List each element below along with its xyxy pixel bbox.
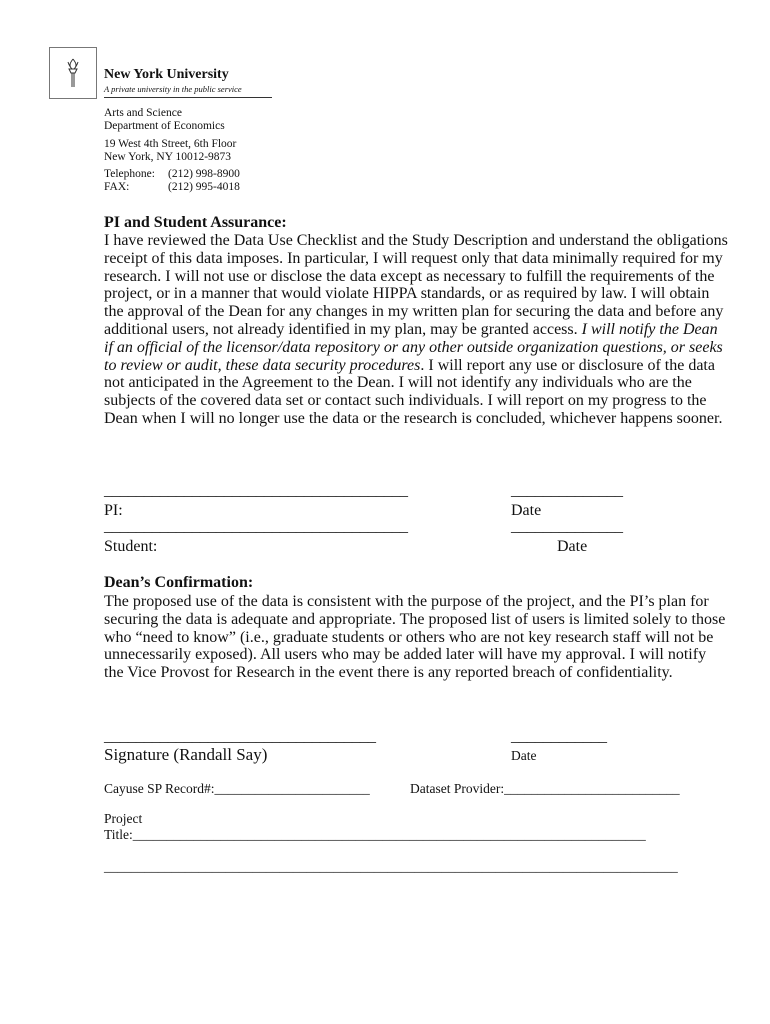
cayuse-record-line[interactable]: _______________________ bbox=[214, 781, 370, 796]
student-label: Student: bbox=[104, 538, 158, 555]
pi-label: PI: bbox=[104, 502, 123, 519]
telephone-number: (212) 998-8900 bbox=[168, 168, 240, 180]
pi-date-line[interactable]: ______________ bbox=[511, 482, 623, 499]
project-title-field[interactable] bbox=[104, 827, 646, 843]
dean-signature-line[interactable]: __________________________________ bbox=[104, 728, 376, 745]
telephone-label: Telephone: bbox=[104, 168, 155, 180]
dataset-provider-field[interactable] bbox=[410, 781, 680, 797]
assurance-text-italic: I will notify the Dean if an official of the licensor/data repository or any other outside organization questions, or seeks to review or audit, these data security procedures bbox=[104, 320, 723, 374]
pi-date-label: Date bbox=[511, 502, 542, 519]
fax-label: FAX: bbox=[104, 181, 130, 193]
pi-signature-line[interactable]: ______________________________________ bbox=[104, 482, 408, 499]
assurance-text-part2: . I will report any use or disclosure of the data not anticipated in the Agreement to the Dean. I will not identify any individuals who are the subjects of the covered data set or contact such individuals. I will report on my progress to the Dean when I will no longer use the data or the research is concluded, whichever happens sooner. bbox=[104, 356, 723, 427]
assurance-text-part1: I have reviewed the Data Use Checklist and the Study Description and understand the obligations receipt of this data imposes. In particular, I will request only that data minimally required for my research. I will not use or disclose the data except as necessary to fulfill the requirements of the project, or in a manner that would violate HIPPA standards, or as required by law. I will obtain the approval of the Dean for any changes in my written plan for securing the data and before any additional users, not already identified in my plan, may be granted access. bbox=[104, 232, 728, 338]
fax-number: (212) 995-4018 bbox=[168, 181, 240, 193]
contact-block bbox=[104, 168, 240, 194]
assurance-text bbox=[104, 232, 729, 428]
project-title-extra-line[interactable]: _____________________________________________________________________________________ bbox=[104, 859, 678, 874]
student-date-label: Date bbox=[557, 538, 588, 555]
city-address: New York, NY 10012-9873 bbox=[104, 151, 232, 163]
project-label: Project bbox=[104, 811, 143, 826]
dean-text: The proposed use of the data is consistent with the purpose of the project, and the PI’s plan for securing the data is adequate and appropriate. The proposed list of users is limited solely to those who “need to know” (i.e., graduate students or others who are not key research staff will not be unnecessarily exposed). All users who may be added later will have my approval. I will notify the Vice Provost for Research in the event there is any reported breach of confidentiality. bbox=[104, 593, 726, 682]
dataset-provider-line[interactable]: __________________________ bbox=[504, 781, 680, 796]
dean-date-line[interactable]: ____________ bbox=[511, 728, 607, 745]
dean-signature-label: Signature (Randall Say) bbox=[104, 745, 268, 764]
student-date-line[interactable]: ______________ bbox=[511, 518, 623, 535]
header-divider bbox=[104, 97, 272, 98]
dataset-provider-label: Dataset Provider: bbox=[410, 781, 505, 796]
dean-date-label: Date bbox=[511, 748, 537, 763]
nyu-logo bbox=[49, 47, 97, 99]
project-title-label: Title: bbox=[104, 827, 133, 842]
cayuse-record-field[interactable] bbox=[104, 781, 370, 797]
university-tagline: A private university in the public service bbox=[104, 84, 242, 94]
department-name: Department of Economics bbox=[104, 120, 225, 132]
street-address: 19 West 4th Street, 6th Floor bbox=[104, 138, 237, 150]
department-block bbox=[104, 107, 225, 133]
torch-icon bbox=[63, 57, 83, 89]
university-name: New York University bbox=[104, 67, 229, 82]
street-block bbox=[104, 138, 236, 164]
cayuse-record-label: Cayuse SP Record#: bbox=[104, 781, 215, 796]
student-signature-line[interactable]: ______________________________________ bbox=[104, 518, 408, 535]
assurance-title: PI and Student Assurance: bbox=[104, 214, 287, 231]
dean-title: Dean’s Confirmation: bbox=[104, 574, 254, 591]
project-title-line[interactable]: ____________________________________________________________________________ bbox=[132, 827, 646, 842]
school-name: Arts and Science bbox=[104, 107, 182, 119]
